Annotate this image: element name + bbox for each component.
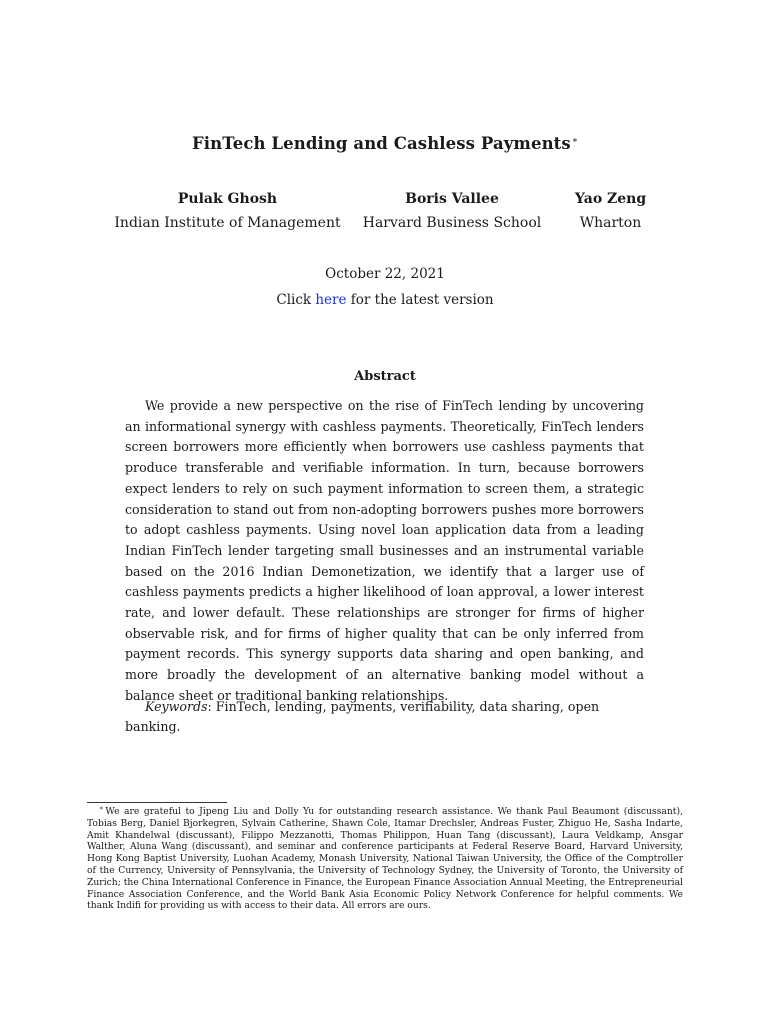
keywords-separator: : <box>207 699 216 714</box>
author-name: Yao Zeng <box>574 191 647 207</box>
title-footnote-mark: ∗ <box>571 135 579 146</box>
keywords-line <box>125 697 644 737</box>
footnote-divider <box>87 802 227 803</box>
acknowledgement-footnote <box>87 803 683 912</box>
author-name: Pulak Ghosh <box>177 191 278 207</box>
abstract-heading: Abstract <box>354 369 416 384</box>
version-suffix: for the latest version <box>346 292 494 308</box>
author-name: Boris Vallee <box>405 191 499 207</box>
author-block <box>362 190 542 232</box>
footnote-text: We are grateful to Jipeng Liu and Dolly Yu for outstanding research assistance. We thank Paul Beaumont (discussant), Tobias Berg, Daniel Bjorkegren, Sylvain Catherine, Shawn Cole, Itamar Drechsler, Andreas Fuster, Zhiguo He, Sasha Indarte, Amit Khandelwal (discussant), Filippo Mezzanotti, Thomas Philippon, Huan Tang (discussant), Laura Veldkamp, Ansgar Walther, Aluna Wang (discussant), and seminar and conference participants at Federal Reserve Board, Harvard University, Hong Kong Baptist University, Luohan Academy, Monash University, National Taiwan University, the Office of the Comptroller of the Currency, University of Pennsylvania, the University of Technology Sydney, the University of Toronto, the University of Zurich; the China International Conference in Finance, the European Finance Association Annual Meeting, the Entrepreneurial Finance Association Conference, and the World Bank Asia Economic Policy Network Conference for helpful comments. We thank Indifi for providing us with access to their data. All errors are ours. <box>87 806 683 912</box>
paper-title <box>0 134 770 153</box>
abstract-body: We provide a new perspective on the rise of FinTech lending by uncovering an informational synergy with cashless payments. Theoretically, FinTech lenders screen borrowers more efficiently when borrowers use cashless payments that produce transferable and verifiable information. In turn, because borrowers expect lenders to rely on such payment information to screen them, a strategic consideration to stand out from non-adopting borrowers pushes more borrowers to adopt cashless payments. Using novel loan application data from a leading Indian FinTech lender targeting small businesses and an instrumental variable based on the 2016 Indian Demonetization, we identify that a larger use of cashless payments predicts a higher likelihood of loan approval, a lower interest rate, and lower default. These relationships are stronger for firms of higher observable risk, and for firms of higher quality that can be only inferred from payment records. This synergy supports data sharing and open banking, and more broadly the development of an alternative banking model without a balance sheet or traditional banking relationships. <box>125 398 644 703</box>
latest-version-link[interactable]: here <box>315 292 347 308</box>
paper-title-text: FinTech Lending and Cashless Payments <box>191 134 571 153</box>
keywords-text: FinTech, lending, payments, verifiability, data sharing, open banking. <box>125 699 600 734</box>
author-affiliation: Wharton <box>579 215 642 231</box>
paper-date: October 22, 2021 <box>325 266 445 282</box>
version-prefix: Click <box>276 292 316 308</box>
keywords-label: Keywords <box>145 699 208 714</box>
footnote-mark: ∗ <box>99 803 104 812</box>
author-affiliation: Harvard Business School <box>362 215 542 231</box>
author-affiliation: Indian Institute of Management <box>114 215 341 231</box>
author-block <box>110 190 345 232</box>
author-block <box>563 190 658 232</box>
latest-version-line <box>0 292 770 308</box>
